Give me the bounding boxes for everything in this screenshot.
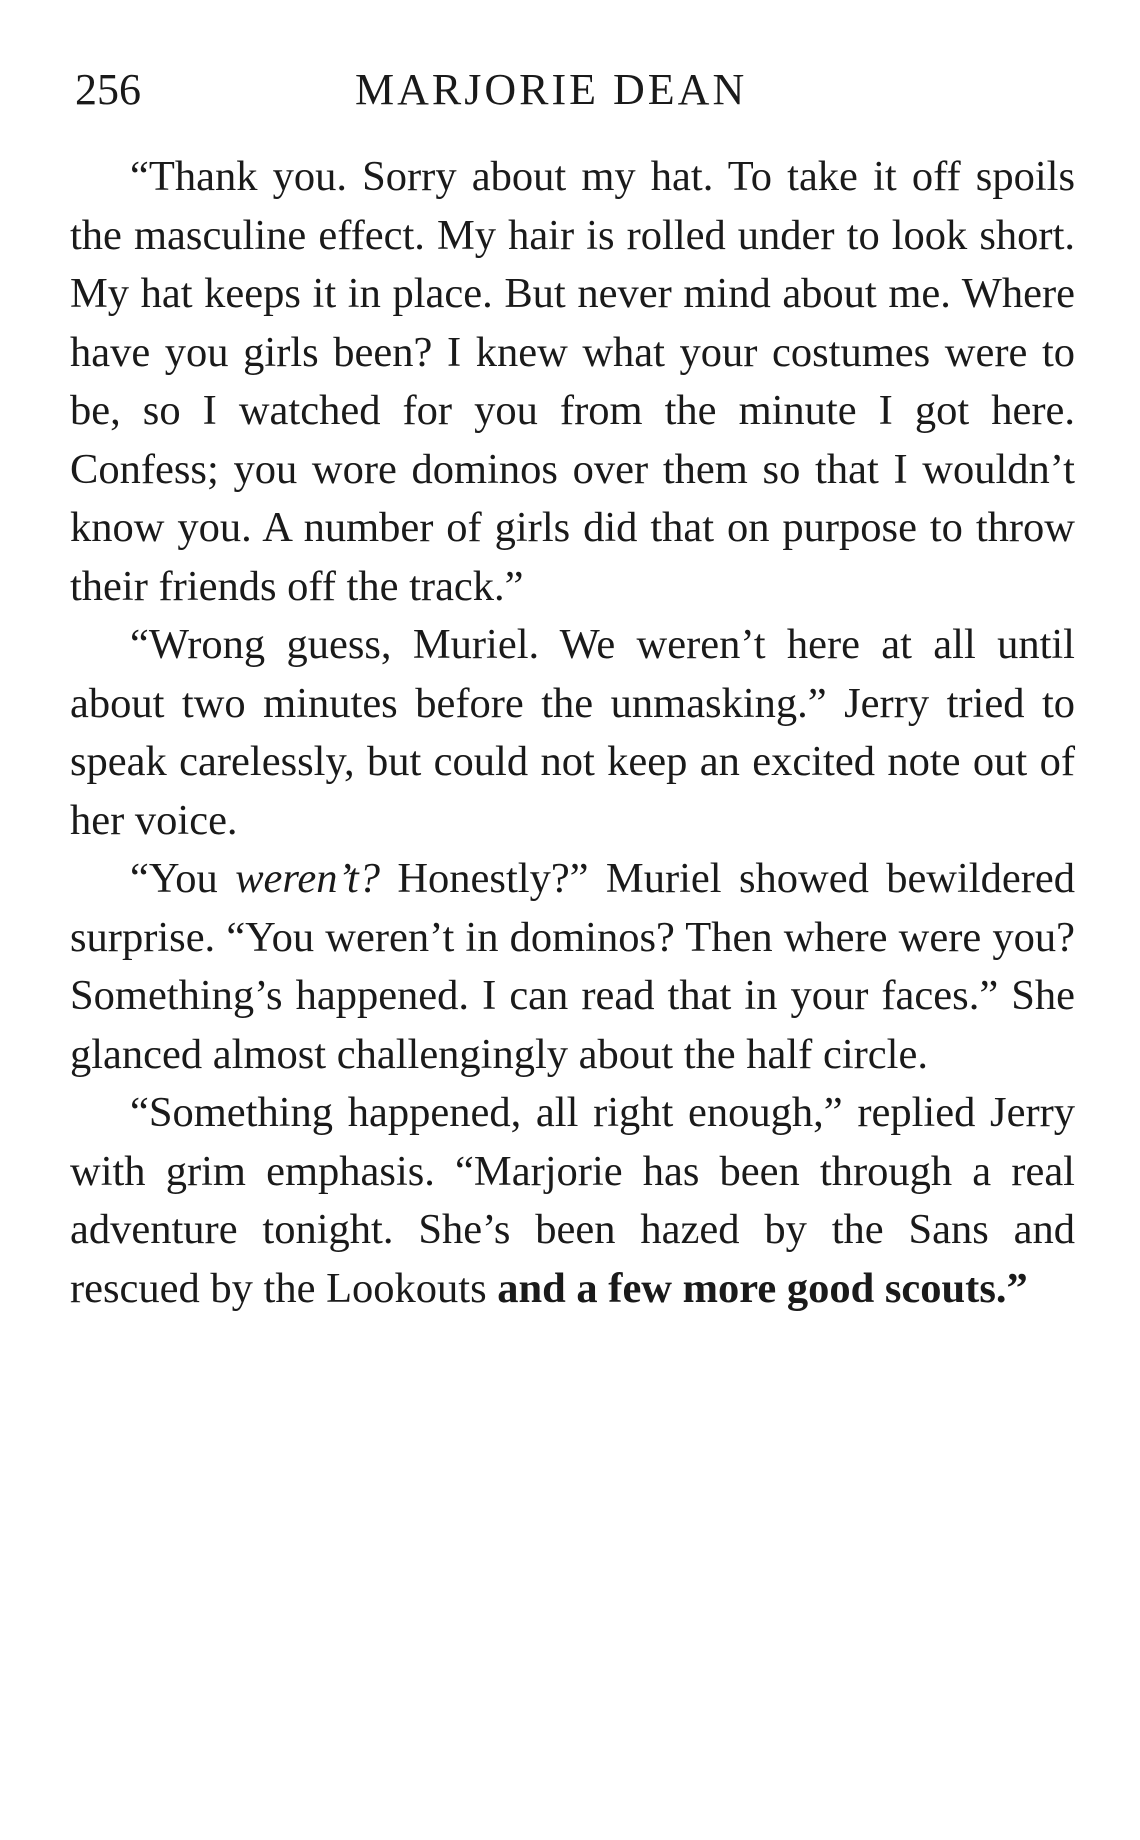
paragraph-1: “Thank you. Sorry about my hat. To take it off spoils the masculine effect. My hair is rolled under to look short. My hat keeps it in place. But never mind about me. Where have you girls been? I knew what your costumes were to be, so I watched for you from the minute I got here. Confess; you wore dominos over them so that I wouldn’t know you. A number of girls did that on purpose to throw their friends off the track.” — [70, 153, 1075, 610]
body-text — [70, 148, 1075, 1318]
paragraph-3-start: “You — [130, 855, 236, 902]
running-title: MARJORIE DEAN — [355, 65, 748, 114]
paragraph-3-emphasis: weren’t? — [235, 855, 380, 902]
page-header — [75, 60, 1085, 120]
page-number: 256 — [75, 65, 141, 114]
paragraph-4-end: and a few more good scouts.” — [497, 1264, 1028, 1312]
paragraph-4 — [70, 1084, 1075, 1318]
paragraph-3 — [70, 850, 1075, 1084]
paragraph-3-rest: Honestly?” Muriel showed bewildered surprise. “You weren’t in dominos? Then where were you? Something’s happened. I can read that in your faces.” She glanced almost challengingly about the half circle. — [70, 855, 1075, 1078]
paragraph-2: “Wrong guess, Muriel. We weren’t here at all until about two minutes before the unmasking.” Jerry tried to speak carelessly, but could not keep an excited note out of her voice. — [70, 621, 1075, 844]
paragraph-4-main: “Something happened, all right enough,” replied Jerry with grim emphasis. “Marjorie has been through a real adventure tonight. She’s been hazed by the Sans and rescued by the Lookouts — [70, 1089, 1075, 1312]
